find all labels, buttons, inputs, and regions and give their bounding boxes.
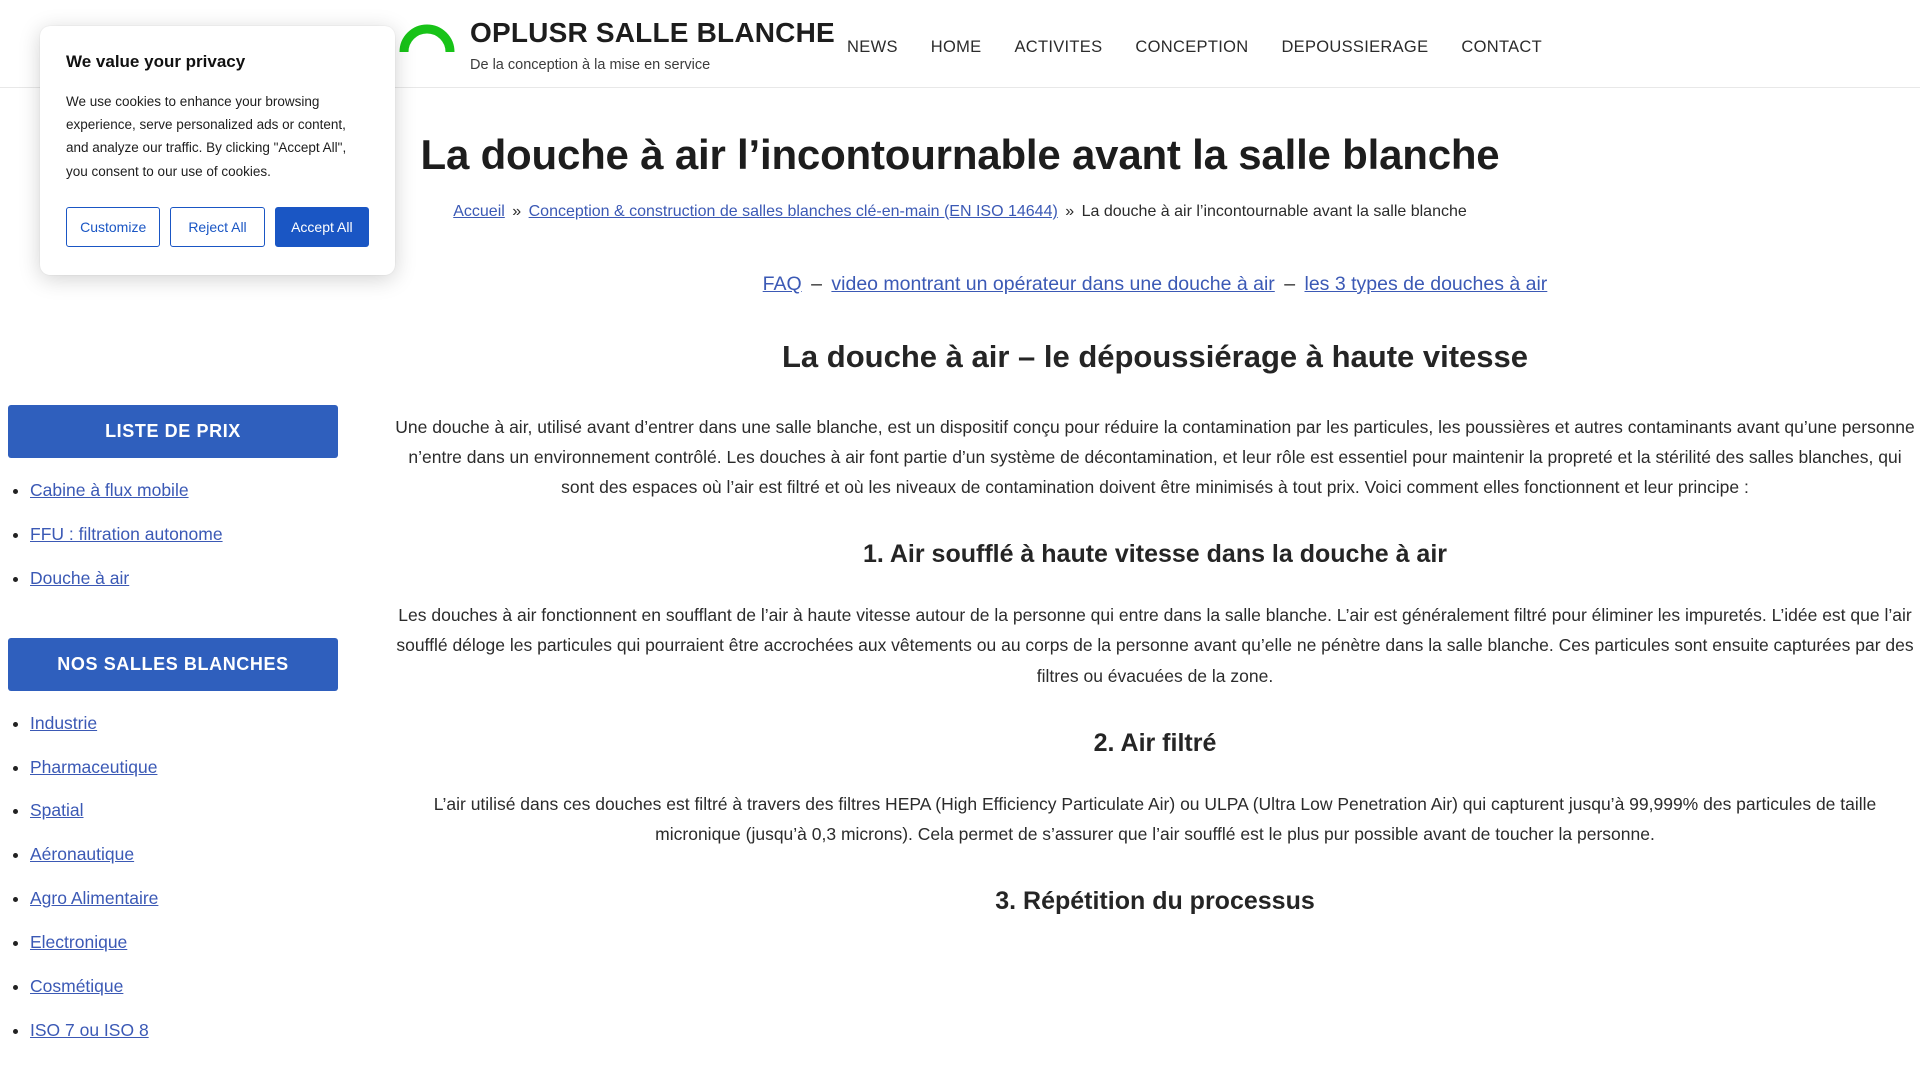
step-1-title: 1. Air soufflé à haute vitesse dans la douche à air [863, 539, 1447, 568]
sidebar-cleanrooms-button[interactable]: NOS SALLES BLANCHES [8, 638, 338, 691]
quick-link-faq[interactable]: FAQ [762, 273, 802, 295]
list-item [30, 568, 338, 590]
list-item [30, 844, 338, 866]
breadcrumb-parent[interactable]: Conception & construction de salles blanches clé-en-main (EN ISO 14644) [528, 202, 1058, 220]
step-2-paragraph: L’air utilisé dans ces douches est filtré à travers des filtres HEPA (High Efficiency Particulate Air) ou ULPA (Ultra Low Penetration Air) qui capturent jusqu’à 99,999% des particules de taille micronique (jusqu’à 0,3 microns). Cela permet de s’assurer que l’air soufflé est le plus pur possible avant de toucher la personne. [433, 794, 1877, 845]
nav-item-home[interactable]: HOME [930, 38, 982, 56]
list-item [30, 932, 338, 954]
brand-text [470, 8, 835, 73]
sidebar-link-aeronautique[interactable]: Aéronautique [30, 844, 135, 865]
site-tagline: De la conception à la mise en service [470, 56, 711, 73]
list-item [30, 800, 338, 822]
sidebar-link-agro-alimentaire[interactable]: Agro Alimentaire [30, 888, 159, 909]
nav-item-activites[interactable]: ACTIVITES [1014, 38, 1103, 56]
reject-all-cookies-button[interactable]: Reject All [170, 207, 264, 247]
quick-links-dash-2: – [1284, 273, 1296, 295]
sidebar-link-ffu-filtration[interactable]: FFU : filtration autonome [30, 523, 223, 544]
main-content [390, 270, 1920, 948]
list-item [30, 976, 338, 998]
sidebar-cleanroom-links [8, 713, 338, 1042]
list-item [30, 757, 338, 779]
sidebar-link-cabine-flux-mobile[interactable]: Cabine à flux mobile [30, 480, 189, 500]
sidebar-price-list-button[interactable]: LISTE DE PRIX [8, 405, 338, 458]
list-item [30, 1020, 338, 1042]
quick-link-types[interactable]: les 3 types de douches à air [1304, 273, 1548, 295]
accept-all-cookies-button[interactable]: Accept All [275, 207, 369, 247]
main-navigation [847, 38, 1542, 57]
section-title: La douche à air – le dépoussiérage à haute vitesse [781, 339, 1529, 375]
cookie-banner-title: We value your privacy [66, 52, 246, 71]
sidebar-link-pharmaceutique[interactable]: Pharmaceutique [30, 756, 158, 777]
sidebar [8, 405, 338, 1064]
sidebar-link-cosmetique[interactable]: Cosmétique [30, 975, 124, 996]
intro-paragraph: Une douche à air, utilisé avant d’entrer dans une salle blanche, est un dispositif conçu pour réduire la contamination par les particules, les poussières et autres contaminants avant qu’une personne n’entre dans un environnement contrôlé. Les douches à air font partie d’un système de décontamination, et leur rôle est essentiel pour maintenir la propreté et la stérilité des salles blanches, qui sont des espaces où l’air est filtré et où les niveaux de contamination doivent être minimisés à tout prix. Voici comment elles fonctionnent et leur principe : [395, 416, 1915, 497]
site-title: OPLUSR SALLE BLANCHE [470, 17, 835, 48]
list-item [30, 713, 338, 735]
sidebar-link-iso7-iso8[interactable]: ISO 7 ou ISO 8 [30, 1019, 149, 1040]
step-1-paragraph: Les douches à air fonctionnent en soufflant de l’air à haute vitesse autour de la personne qui entre dans la salle blanche. L’air est généralement filtré pour éliminer les impuretés. L’idée est que l’air soufflé déloge les particules qui pourraient être accrochées aux vêtements ou au corps de la personne avant qu’elle ne pénètre dans la salle blanche. Ces particules sont ensuite capturées par des filtres ou évacuées de la zone. [396, 605, 1914, 686]
nav-item-contact[interactable]: CONTACT [1461, 38, 1542, 56]
sidebar-price-links [8, 480, 338, 590]
step-3-title: 3. Répétition du processus [995, 887, 1315, 916]
quick-links-dash-1: – [811, 273, 822, 295]
nav-item-news[interactable]: NEWS [847, 38, 898, 56]
page-title: La douche à air l’incontournable avant la salle blanche [420, 131, 1500, 178]
breadcrumb [380, 200, 1540, 224]
brand[interactable] [396, 8, 835, 73]
sidebar-spacer [8, 612, 338, 638]
sidebar-link-electronique[interactable]: Electronique [30, 932, 128, 952]
list-item [30, 524, 338, 546]
nav-item-conception[interactable]: CONCEPTION [1135, 38, 1249, 56]
green-arc-logo-icon [396, 12, 458, 74]
breadcrumb-separator-2: » [1065, 202, 1075, 220]
quick-links-row [390, 270, 1920, 299]
list-item [30, 888, 338, 910]
cookie-banner-body: We use cookies to enhance your browsing experience, serve personalized ads or content, and analyze our traffic. By clicking "Accept All", you consent to our use of cookies. [66, 94, 347, 179]
cookie-banner-actions [66, 207, 369, 247]
breadcrumb-current: La douche à air l’incontournable avant la salle blanche [1081, 202, 1467, 220]
sidebar-link-douche-a-air[interactable]: Douche à air [30, 567, 130, 588]
quick-link-video[interactable]: video montrant un opérateur dans une douche à air [831, 273, 1275, 295]
cookie-consent-banner [40, 26, 395, 275]
step-2-title: 2. Air filtré [1093, 728, 1217, 757]
sidebar-link-spatial[interactable]: Spatial [30, 800, 84, 821]
customize-cookies-button[interactable]: Customize [66, 207, 160, 247]
list-item [30, 480, 338, 502]
nav-item-depoussierage[interactable]: DEPOUSSIERAGE [1281, 38, 1429, 56]
breadcrumb-home[interactable]: Accueil [453, 202, 505, 220]
sidebar-link-industrie[interactable]: Industrie [30, 712, 98, 733]
breadcrumb-separator-1: » [512, 202, 522, 220]
